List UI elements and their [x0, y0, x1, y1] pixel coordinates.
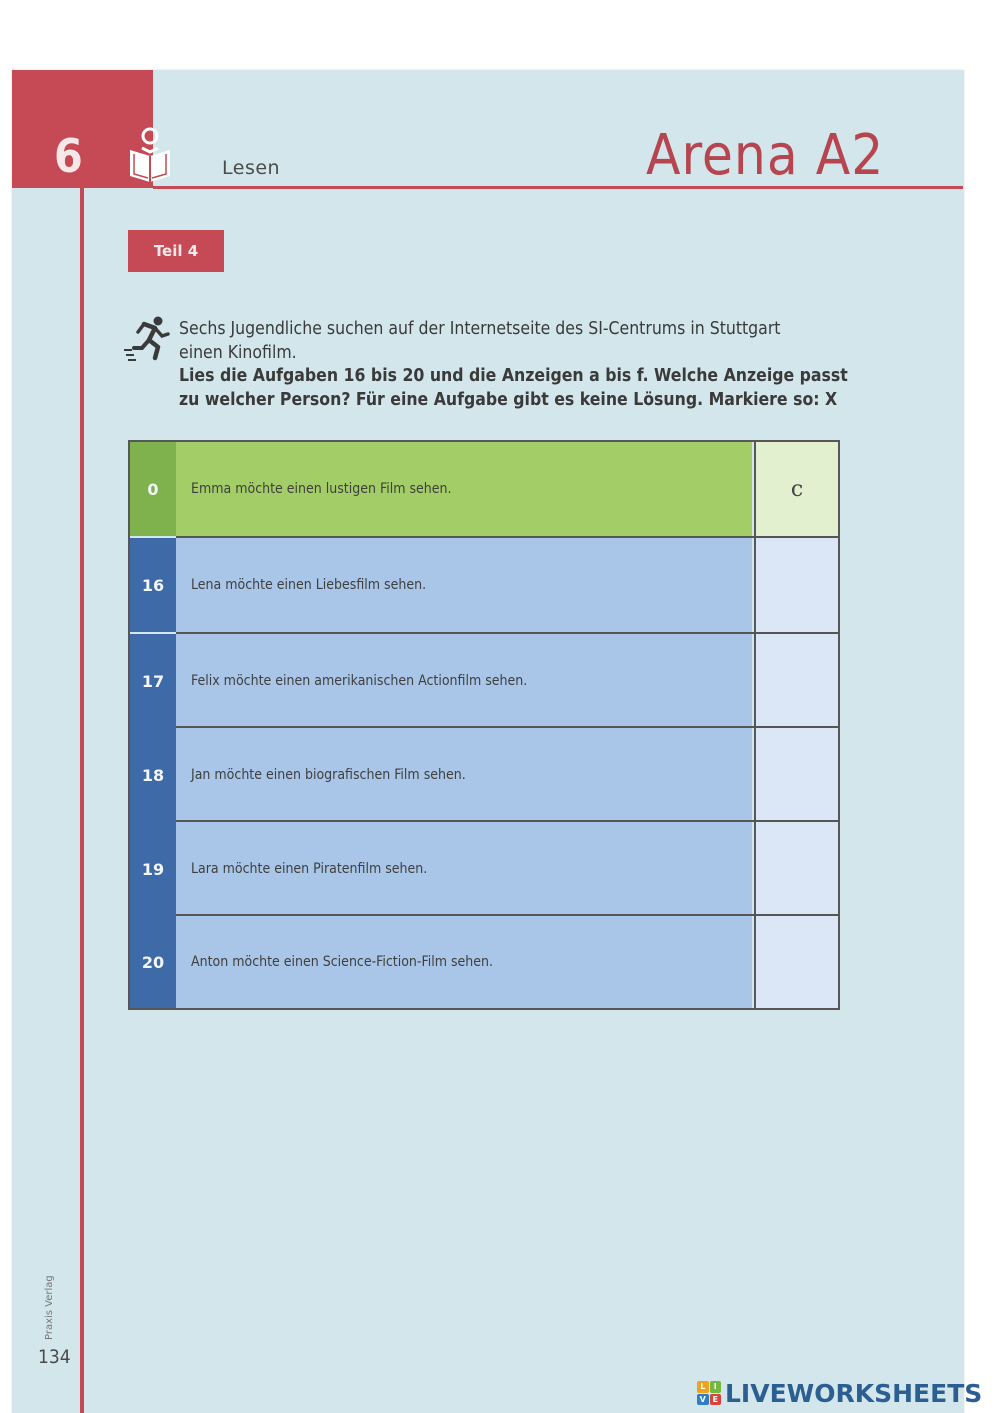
task-table	[128, 440, 840, 1010]
answer-input-20[interactable]	[754, 916, 838, 1008]
row-statement: Emma möchte einen lustigen Film sehen.	[176, 442, 752, 536]
table-row	[130, 728, 838, 822]
row-statement: Jan möchte einen biografischen Film sehen.	[176, 728, 752, 822]
instruction-line-1: Sechs Jugendliche suchen auf der Internetseite des SI-Centrums in Stuttgart	[179, 319, 781, 339]
part-badge: Teil 4	[128, 230, 224, 272]
chapter-number: 6	[54, 129, 83, 183]
task-instructions	[179, 318, 859, 412]
answer-input-18[interactable]	[754, 728, 838, 822]
answer-input-19[interactable]	[754, 822, 838, 916]
row-number: 19	[130, 822, 176, 916]
section-label: Lesen	[222, 157, 281, 179]
table-row	[130, 538, 838, 632]
row-number: 16	[130, 538, 176, 632]
row-statement: Lena möchte einen Liebesfilm sehen.	[176, 538, 752, 632]
table-row	[130, 916, 838, 1008]
row-number: 18	[130, 728, 176, 822]
row-number: 20	[130, 916, 176, 1008]
liveworksheets-watermark	[697, 1378, 982, 1408]
watermark-text: LIVEWORKSHEETS	[725, 1378, 983, 1408]
row-statement: Lara möchte einen Piratenfilm sehen.	[176, 822, 752, 916]
row-statement: Anton möchte einen Science-Fiction-Film sehen.	[176, 916, 752, 1008]
instruction-line-4: zu welcher Person? Für eine Aufgabe gibt es keine Lösung. Markiere so: X	[179, 389, 838, 410]
page-number: 134	[38, 1346, 71, 1368]
running-person-icon	[122, 314, 170, 362]
margin-rule	[80, 186, 84, 1413]
publisher-credit: Praxis Verlag	[44, 1275, 55, 1340]
answer-cell: c	[754, 442, 838, 536]
instruction-line-3: Lies die Aufgaben 16 bis 20 und die Anzeigen a bis f. Welche Anzeige passt	[179, 366, 848, 386]
liveworksheets-logo-icon: L I V E	[697, 1381, 721, 1405]
row-number: 0	[130, 442, 176, 536]
instruction-line-2: einen Kinofilm.	[179, 342, 297, 363]
table-row-example	[130, 442, 838, 536]
answer-input-16[interactable]	[754, 538, 838, 632]
table-row	[130, 822, 838, 916]
reading-book-icon	[126, 126, 180, 182]
book-title: Arena A2	[646, 123, 885, 188]
row-number: 17	[130, 634, 176, 728]
answer-input-17[interactable]	[754, 634, 838, 728]
row-statement: Felix möchte einen amerikanischen Actionfilm sehen.	[176, 634, 752, 728]
table-row	[130, 634, 838, 728]
